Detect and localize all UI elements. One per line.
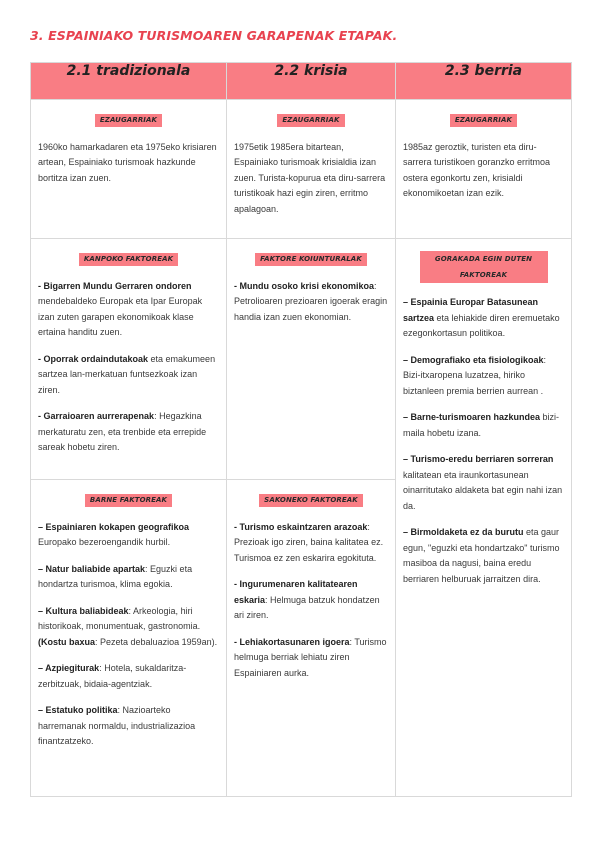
section-tag: BARNE FAKTOREAK: [85, 494, 172, 507]
list-item: - Lehiakortasunaren igoera: Turismo helmuga berriak lehiatu ziren Espainiaren aurka.: [234, 636, 387, 678]
cell-faktore-koiunturalak: [227, 239, 396, 480]
cell-text: 1975etik 1985era bitartean, Espainiako turismoak krisialdia izan zuen. Turista-kopurua eta diru-sarrera turistikoak hazi egin ziren, erritmo apalagoan.: [234, 141, 386, 214]
list-item: – Demografiako eta fisiologikoak: Bizi-itxaropena luzatzea, hiriko biztanleen premia berrien aurrean .: [403, 354, 547, 396]
section-tag: EZAUGARRIAK: [95, 114, 162, 127]
cell-kanpoko-faktoreak: [31, 239, 227, 480]
section-tag: KANPOKO FAKTOREAK: [79, 253, 178, 266]
cell-sakoneko-faktoreak: [227, 480, 396, 797]
cell-text: 1985az geroztik, turisten eta diru-sarrera turistikoen goranzko erritmoa ostera egonkortu zen, krisialdi ekonomikoetan izan ezik.: [403, 141, 551, 198]
list-item: - Oporrak ordaindutakoak eta emakumeen sartzea lan-merkatuan funtsezkoak izan ziren.: [38, 353, 216, 395]
section-tag: FAKTORE KOIUNTURALAK: [255, 253, 367, 266]
section-tag: EZAUGARRIAK: [450, 114, 517, 127]
list-item: – Kultura baliabideak: Arkeologia, hiri historikoak, monumentuak, gastronomia. (Kostu baxua: Pezeta debaluazioa 1959an).: [38, 605, 218, 647]
list-item: – Estatuko politika: Nazioarteko harremanak normaldu, industrializazioa finantzatzeko.: [38, 705, 196, 746]
cell-tradizionala-ezaugarriak: [31, 100, 227, 239]
list-item: - Mundu osoko krisi ekonomikoa: Petrolioaren prezioaren igoerak eragin handia izan zuen ekonomian.: [234, 280, 388, 322]
column-header-krisia: 2.2 krisia: [227, 63, 396, 100]
list-item: - Bigarren Mundu Gerraren ondoren mendebaldeko Europak eta Ipar Europak izan zuten garapen ekonomikoak klase ertaina handitu zuen.: [38, 280, 203, 337]
cell-text: 1960ko hamarkadaren eta 1975eko krisiaren artean, Espainiako turismoak hazkunde bortitza izan zuen.: [38, 141, 217, 183]
column-header-berria: 2.3 berria: [396, 63, 572, 100]
stages-table: [30, 62, 572, 797]
cell-berria-ezaugarriak: [396, 100, 572, 239]
cell-gorakada-faktoreak: [396, 239, 572, 797]
section-tag: SAKONEKO FAKTOREAK: [259, 494, 363, 507]
list-item: – Natur baliabide apartak: Eguzki eta hondartza turismoa, klima egokia.: [38, 563, 193, 589]
list-item: – Espainia Europar Batasunean sartzea eta lehiakide diren eremuetako ezegonkortasun politikoa.: [403, 297, 560, 338]
page-title: 3. ESPAINIAKO TURISMOAREN GARAPENAK ETAPAK.: [30, 28, 398, 43]
list-item: – Birmoldaketa ez da burutu eta gaur egun, "eguzki eta hondartzako" turismo masiboa da nagusi, baina eredu berriaren helburuak jarraitzen dira.: [403, 527, 560, 584]
cell-krisia-ezaugarriak: [227, 100, 396, 239]
list-item: - Turismo eskaintzaren arazoak: Prezioak igo ziren, baina kalitatea ez. Turismoa ez zen eskarira egokituta.: [234, 521, 384, 563]
section-tag: EZAUGARRIAK: [277, 114, 344, 127]
list-item: – Barne-turismoaren hazkundea bizi-maila hobetu izana.: [403, 412, 560, 438]
list-item: - Ingurumenaren kalitatearen eskaria: Helmuga batzuk hondatzen ari ziren.: [234, 579, 380, 620]
column-header-tradizionala: 2.1 tradizionala: [31, 63, 227, 100]
list-item: – Azpiegiturak: Hotela, sukaldaritza-zerbitzuak, bidaia-agentziak.: [38, 663, 187, 689]
list-item: - Garraioaren aurrerapenak: Hegazkina merkaturatu zen, eta trenbide eta errepide sareak hobetu ziren.: [38, 411, 207, 452]
cell-barne-faktoreak: [31, 480, 227, 797]
list-item: – Turismo-eredu berriaren sorreran kalitatean eta iraunkortasunean oinarritutako aldaketa bat egin nahi izan da.: [403, 454, 563, 511]
list-item: – Espainiaren kokapen geografikoa Europako bezeroengandik hurbil.: [38, 521, 190, 547]
section-tag: GORAKADA EGIN DUTEN FAKTOREAK: [420, 251, 548, 283]
